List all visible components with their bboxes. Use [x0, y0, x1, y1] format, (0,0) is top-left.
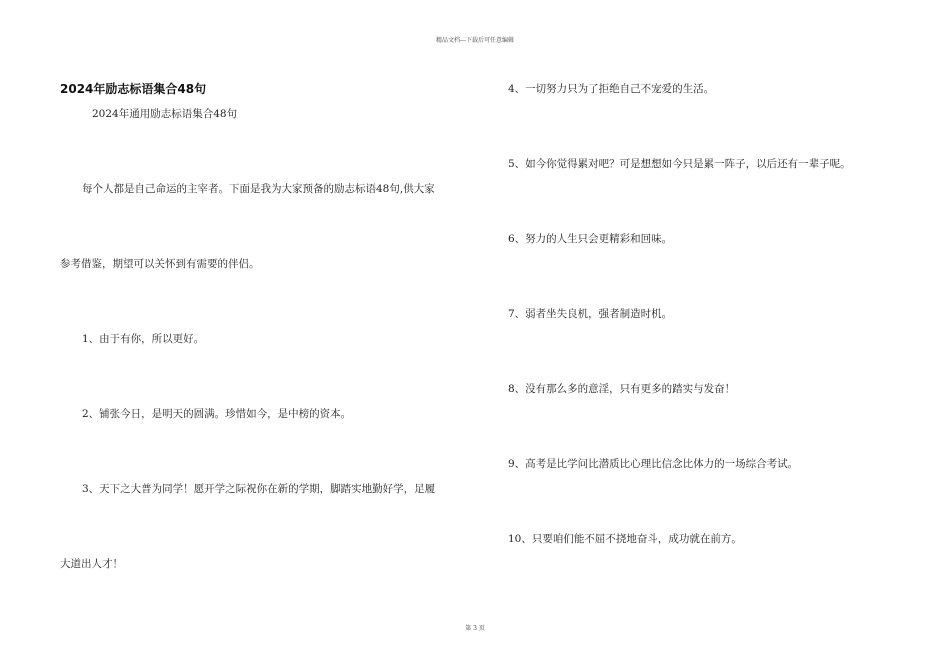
page-number: 第 3 页 [465, 625, 485, 632]
header-note: 精品文档---下载后可任意编辑 [435, 37, 515, 44]
slogan-item-6: 6、努力的人生只会更精彩和回味。 [508, 233, 673, 245]
slogan-item-8: 8、没有那么多的意淫，只有更多的踏实与发奋！ [508, 383, 736, 395]
intro-line-1: 每个人都是自己命运的主宰者。下面是我为大家预备的励志标语48句,供大家 [82, 183, 435, 195]
slogan-item-1: 1、由于有你，所以更好。 [82, 333, 205, 345]
slogan-item-3-line-2: 大道出人才！ [60, 558, 123, 570]
document-title: 2024年励志标语集合48句 [60, 82, 207, 96]
slogan-item-10: 10、只要咱们能不屈不挠地奋斗，成功就在前方。 [508, 533, 742, 545]
intro-line-2: 参考借鉴，期望可以关怀到有需要的伴侣。 [60, 258, 260, 270]
slogan-item-3-line-1: 3、天下之大普为同学！愿开学之际祝你在新的学期，脚踏实地勤好学，足履 [82, 483, 436, 495]
slogan-item-2: 2、铺张今日，是明天的圆满。珍惜如今，是中榜的资本。 [82, 408, 352, 420]
subtitle: 2024年通用励志标语集合48句 [92, 108, 238, 120]
slogan-item-5: 5、如今你觉得累对吧？可是想想如今只是累一阵子，以后还有一辈子呢。 [508, 158, 851, 170]
slogan-item-7: 7、弱者坐失良机，强者制造时机。 [508, 308, 673, 320]
slogan-item-9: 9、高考是比学问比潜质比心理比信念比体力的一场综合考试。 [508, 458, 799, 470]
slogan-item-4: 4、一切努力只为了拒绝自己不宠爱的生活。 [508, 83, 715, 95]
